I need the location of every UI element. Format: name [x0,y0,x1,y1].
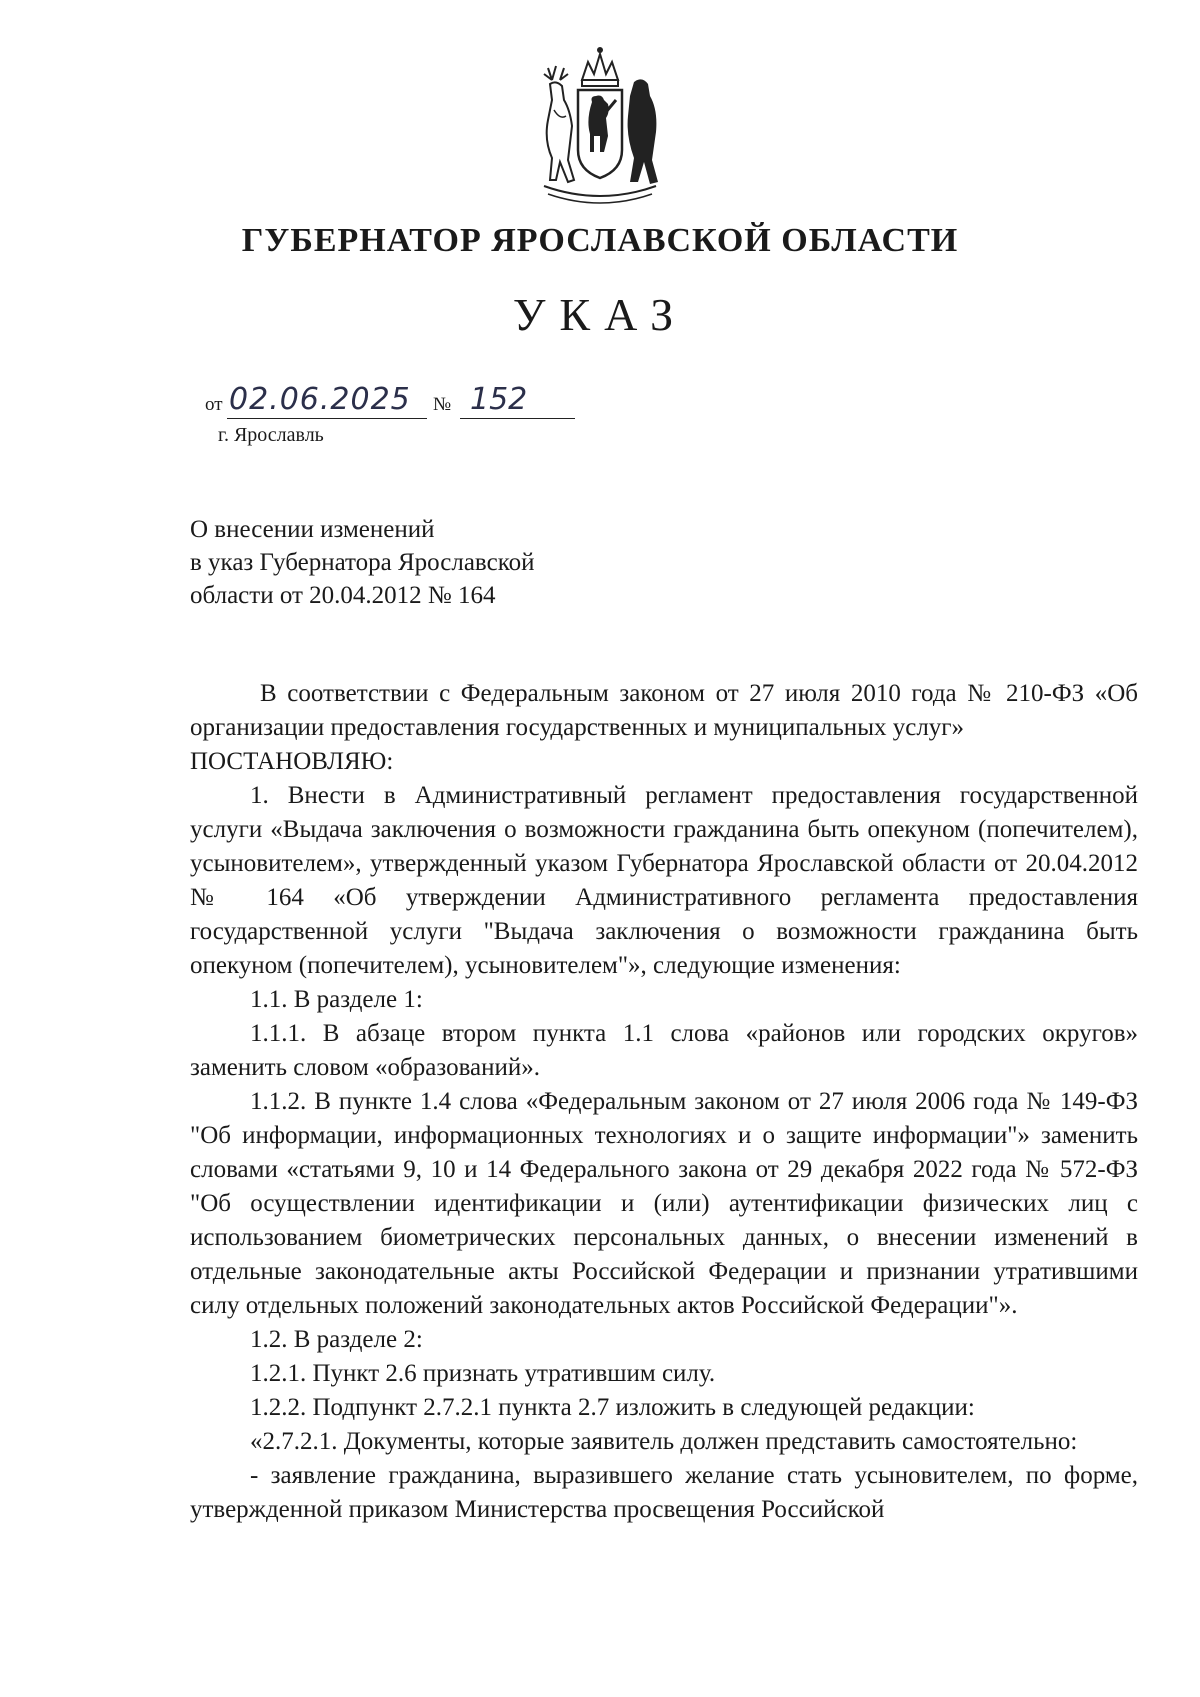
document-requisites [205,382,585,422]
document-body [190,677,1138,1527]
issuing-authority: ГУБЕРНАТОР ЯРОСЛАВСКОЙ ОБЛАСТИ [241,222,959,259]
item-1-2-2-paragraph: 1.2.2. Подпункт 2.7.2.1 пункта 2.7 изложить в следующей редакции: [250,1394,975,1421]
document-number: 152 [470,382,528,417]
issue-city: г. Ярославль [218,424,324,446]
subitem-2-7-2-1-paragraph: «2.7.2.1. Документы, которые заявитель должен представить самостоятельно: [250,1428,1078,1455]
number-underline [460,418,575,419]
item-1-2-1-paragraph: 1.2.1. Пункт 2.6 признать утратившим силу. [250,1360,716,1387]
date-prefix: от [205,394,223,415]
coat-of-arms-emblem [530,40,670,210]
item-1-paragraph: 1. Внести в Административный регламент предоставления государственной услуги «Выдача заключения о возможности гражданина быть опекуном (попечителем), усыновителем», утвержденный указом Губернатора Ярославской области от 20.04.2012 № 164 «Об утверждении Административного регламента предоставления государственной услуги "Выдача заключения о возможности гражданина быть опекуном (попечителем), усыновителем"», следующие изменения: [190,782,1138,979]
list-item-application: - заявление гражданина, выразившего желание стать усыновителем, по форме, утвержденной приказом Министерства просвещения Российской [190,1462,1138,1523]
item-1-1-paragraph: 1.1. В разделе 1: [250,986,423,1013]
subject-line: области от 20.04.2012 № 164 [190,582,496,609]
resolution-heading: ПОСТАНОВЛЯЮ: [190,748,394,775]
document-subject [190,513,710,612]
item-1-2-paragraph: 1.2. В разделе 2: [250,1326,423,1353]
number-prefix: № [433,394,452,415]
document-date: 02.06.2025 [229,382,411,417]
item-1-1-2-paragraph: 1.1.2. В пункте 1.4 слова «Федеральным законом от 27 июля 2006 года № 149-ФЗ "Об информации, информационных технологиях и о защите информации"» заменить словами «статьями 9, 10 и 14 Федерального закона от 29 декабря 2022 года № 572-ФЗ "Об осуществлении идентификации и (или) аутентификации физических лиц с использованием биометрических персональных данных, о внесении изменений в отдельные законодательные акты Российской Федерации и признании утратившими силу отдельных положений законодательных актов Российской Федерации"». [190,1088,1138,1319]
subject-line: в указ Губернатора Ярославской [190,549,535,576]
item-1-1-1-paragraph: 1.1.1. В абзаце втором пункта 1.1 слова «районов или городских округов» заменить словом «образований». [190,1020,1138,1081]
document-type: УКАЗ [512,289,688,340]
subject-line: О внесении изменений [190,516,435,543]
date-underline [227,418,427,419]
preamble-paragraph: В соответствии с Федеральным законом от 27 июля 2010 года № 210-ФЗ «Об организации предоставления государственных и муниципальных услуг» [190,680,1138,741]
